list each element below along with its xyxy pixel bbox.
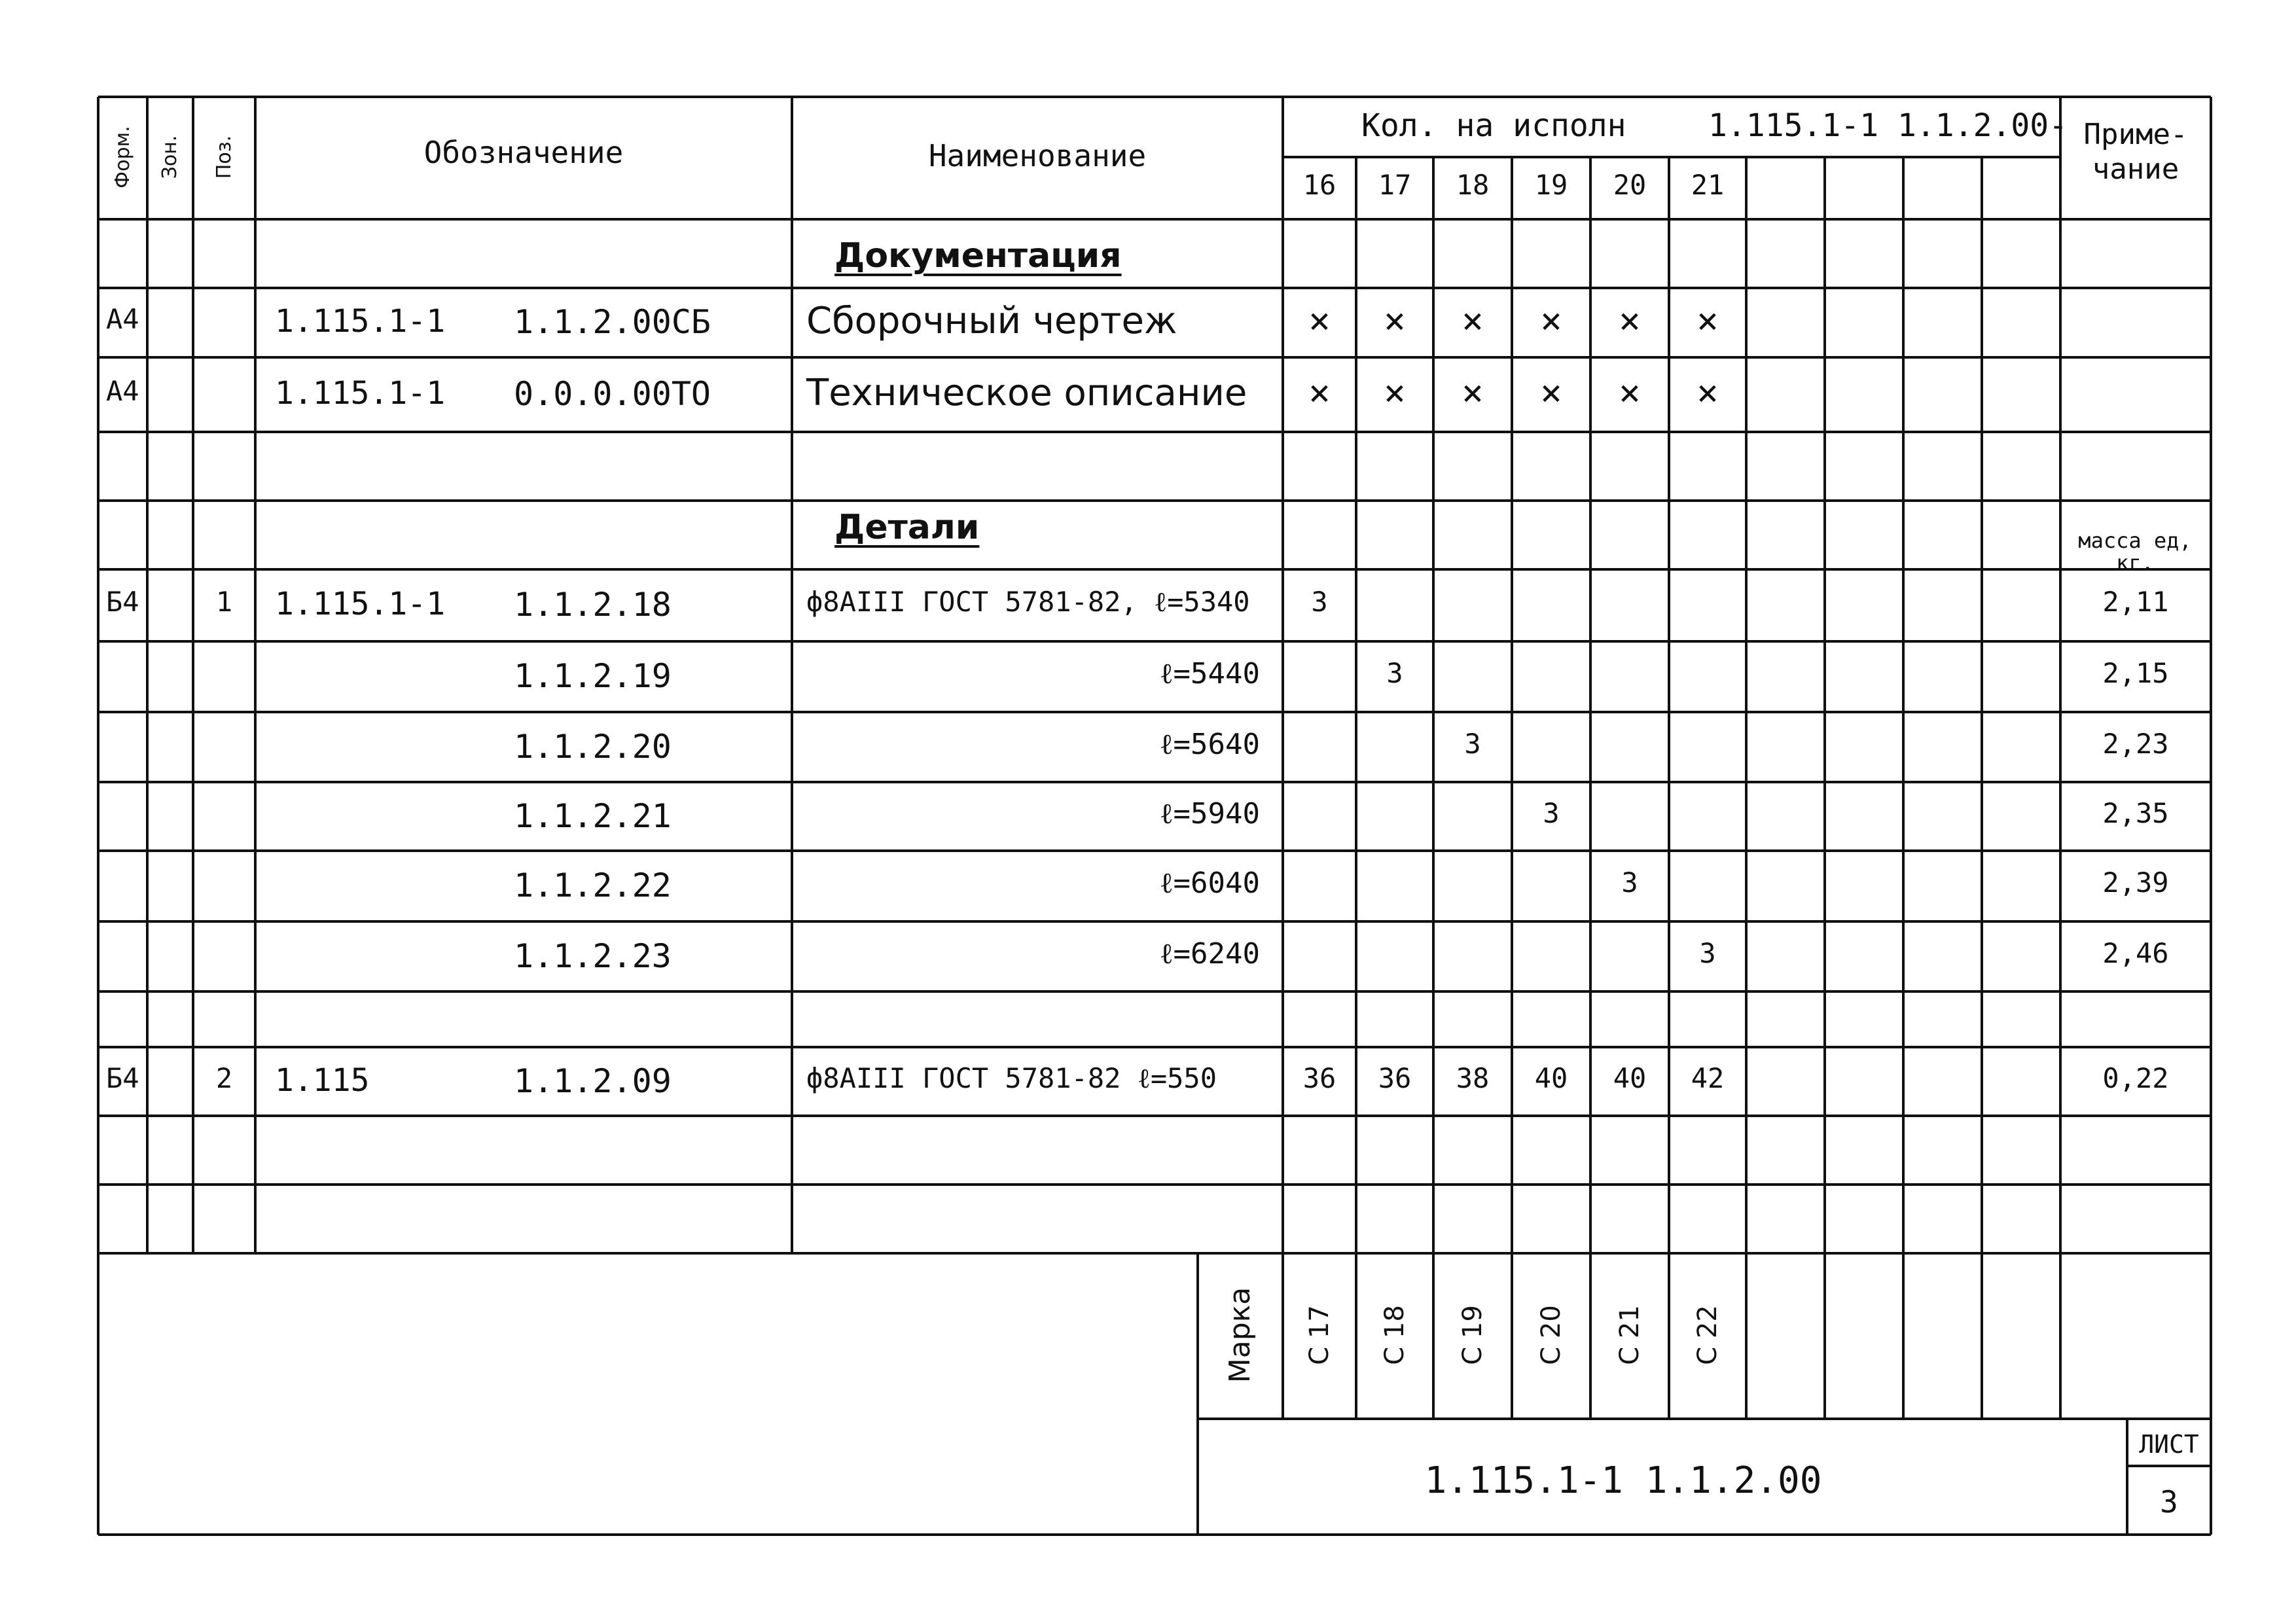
row-line xyxy=(98,356,2211,359)
row-qty-5: 42 xyxy=(1691,1061,1725,1094)
row-note: 2,11 xyxy=(2102,586,2169,618)
variant-column-line xyxy=(1355,157,1357,1419)
row-line xyxy=(98,499,2211,502)
header-designation: Обозначение xyxy=(423,135,624,170)
row-line xyxy=(98,1183,2211,1186)
row-qty-1: 3 xyxy=(1386,657,1403,689)
row-qty-0: × xyxy=(1308,372,1331,414)
row-note: 2,23 xyxy=(2102,727,2169,760)
row-qty-0: × xyxy=(1308,300,1331,342)
header-pos: Поз. xyxy=(212,135,236,179)
variant-header-3: 19 xyxy=(1534,169,1568,201)
variant-header-5: 21 xyxy=(1691,169,1725,201)
row-qty-2: 3 xyxy=(1464,727,1481,760)
row-line xyxy=(98,920,2211,923)
row-pos: 1 xyxy=(215,586,233,618)
table-bottom-border xyxy=(98,1533,2211,1536)
variant-header-4: 20 xyxy=(1613,169,1647,201)
row-line xyxy=(98,287,2211,289)
variant-column-line xyxy=(1902,157,1905,1419)
column-line xyxy=(254,97,257,1253)
variant-column-line xyxy=(1589,157,1592,1419)
variant-column-line xyxy=(1432,157,1435,1419)
sheet-label: ЛИСТ xyxy=(2139,1430,2199,1459)
marka-value-5: С 22 xyxy=(1693,1305,1723,1365)
row-designation-code: 1.1.2.23 xyxy=(514,936,672,975)
marka-label: Марка xyxy=(1223,1287,1257,1383)
header-format: Форм. xyxy=(111,126,134,188)
mass-unit-header: масса ед, кг. xyxy=(2078,528,2192,575)
row-qty-5: × xyxy=(1696,372,1719,414)
column-line xyxy=(791,97,793,1253)
row-designation-code: 1.1.2.21 xyxy=(514,796,672,835)
sheet-box-divider xyxy=(2127,1465,2211,1467)
table-left-border xyxy=(97,97,99,1535)
row-name: ф8АIII ГОСТ 5781-82 ℓ=550 xyxy=(806,1061,1217,1094)
marka-column-line xyxy=(1282,1253,1284,1419)
marka-value-0: С 17 xyxy=(1304,1305,1335,1365)
row-designation-code: 0.0.0.00ТО xyxy=(514,375,711,413)
row-qty-0: 3 xyxy=(1311,586,1328,618)
variant-column-line xyxy=(1745,157,1748,1419)
row-designation-code: 1.1.2.22 xyxy=(514,866,672,904)
row-qty-1: × xyxy=(1384,300,1406,342)
row-note: 2,39 xyxy=(2102,866,2169,899)
row-designation-code: 1.1.2.09 xyxy=(514,1061,672,1100)
row-qty-1: 36 xyxy=(1378,1061,1412,1094)
column-line xyxy=(192,97,194,1253)
row-qty-4: 3 xyxy=(1621,866,1638,899)
variant-header-2: 18 xyxy=(1456,169,1490,201)
row-designation-code: 1.1.2.19 xyxy=(514,657,672,695)
marka-value-4: С 21 xyxy=(1615,1305,1645,1365)
row-name: ℓ=5440 xyxy=(1159,657,1260,690)
row-designation-series: 1.115.1-1 xyxy=(275,586,446,622)
row-line xyxy=(98,640,2211,643)
row-format: А4 xyxy=(106,375,139,407)
row-qty-3: × xyxy=(1540,372,1562,414)
row-format: А4 xyxy=(106,303,139,335)
row-format: Б4 xyxy=(106,1061,139,1094)
note-column-line xyxy=(2059,97,2062,1419)
row-qty-0: 36 xyxy=(1302,1061,1336,1094)
row-name: ℓ=6240 xyxy=(1159,936,1260,971)
row-line xyxy=(98,1252,2211,1255)
row-name: Техническое описание xyxy=(806,372,1247,414)
row-line xyxy=(98,711,2211,713)
row-qty-3: × xyxy=(1540,300,1562,342)
section-documentation: Документация xyxy=(834,236,1122,276)
row-designation-series: 1.115 xyxy=(275,1061,370,1099)
row-format: Б4 xyxy=(106,586,139,618)
row-qty-2: × xyxy=(1462,300,1484,342)
section-parts: Детали xyxy=(834,508,980,547)
row-qty-1: × xyxy=(1384,372,1406,414)
row-qty-2: × xyxy=(1462,372,1484,414)
row-name: ℓ=5940 xyxy=(1159,796,1260,830)
row-qty-3: 40 xyxy=(1534,1061,1568,1094)
row-name: ℓ=5640 xyxy=(1159,727,1260,761)
header-qty-code: 1.115.1-1 1.1.2.00- xyxy=(1708,107,2068,144)
row-qty-4: × xyxy=(1619,372,1641,414)
row-line xyxy=(98,1115,2211,1117)
variant-column-line xyxy=(1511,157,1513,1419)
marka-left-line xyxy=(1196,1253,1199,1535)
row-note: 2,35 xyxy=(2102,796,2169,829)
row-qty-3: 3 xyxy=(1543,796,1560,829)
header-zone: Зон. xyxy=(158,135,181,179)
column-line xyxy=(1282,97,1284,1253)
row-line xyxy=(98,781,2211,783)
row-line xyxy=(98,1046,2211,1048)
row-designation-series: 1.115.1-1 xyxy=(275,303,446,340)
row-designation-code: 1.1.2.00СБ xyxy=(514,303,711,341)
marka-value-3: С 20 xyxy=(1536,1305,1566,1365)
marka-value-1: С 18 xyxy=(1380,1305,1410,1365)
row-line xyxy=(98,849,2211,852)
row-line xyxy=(98,218,2211,221)
header-qty-label: Кол. на исполн xyxy=(1361,107,1626,144)
row-line xyxy=(98,431,2211,433)
variant-column-line xyxy=(1823,157,1826,1419)
row-designation-series: 1.115.1-1 xyxy=(275,375,446,412)
row-note: 2,46 xyxy=(2102,936,2169,969)
row-line xyxy=(98,990,2211,993)
row-qty-5: 3 xyxy=(1699,936,1716,969)
row-name: Сборочный чертеж xyxy=(806,300,1177,342)
title-block-doc-code: 1.115.1-1 1.1.2.00 xyxy=(1424,1459,1822,1502)
row-note: 2,15 xyxy=(2102,657,2169,689)
row-name: ℓ=6040 xyxy=(1159,866,1260,900)
row-pos: 2 xyxy=(215,1061,233,1094)
variant-column-line xyxy=(1668,157,1670,1419)
row-qty-5: × xyxy=(1696,300,1719,342)
row-qty-4: 40 xyxy=(1613,1061,1647,1094)
sheet-number: 3 xyxy=(2160,1484,2178,1520)
variant-column-line xyxy=(1981,157,1983,1419)
variant-header-0: 16 xyxy=(1302,169,1336,201)
table-top-border xyxy=(98,96,2211,98)
marka-value-2: С 19 xyxy=(1458,1305,1488,1365)
header-name: Наименование xyxy=(928,138,1147,173)
header-note: Приме-чание xyxy=(2083,118,2188,186)
row-qty-4: × xyxy=(1619,300,1641,342)
row-note: 0,22 xyxy=(2102,1061,2169,1094)
sheet-box-left-line xyxy=(2126,1419,2128,1535)
row-line xyxy=(98,568,2211,571)
table-right-border xyxy=(2210,97,2212,1535)
row-qty-2: 38 xyxy=(1456,1061,1490,1094)
column-line xyxy=(146,97,149,1253)
qty-header-divider xyxy=(1283,156,2060,158)
row-name: ф8АIII ГОСТ 5781-82, ℓ=5340 xyxy=(806,586,1250,618)
row-designation-code: 1.1.2.18 xyxy=(514,586,672,624)
variant-header-1: 17 xyxy=(1378,169,1412,201)
row-designation-code: 1.1.2.20 xyxy=(514,727,672,766)
